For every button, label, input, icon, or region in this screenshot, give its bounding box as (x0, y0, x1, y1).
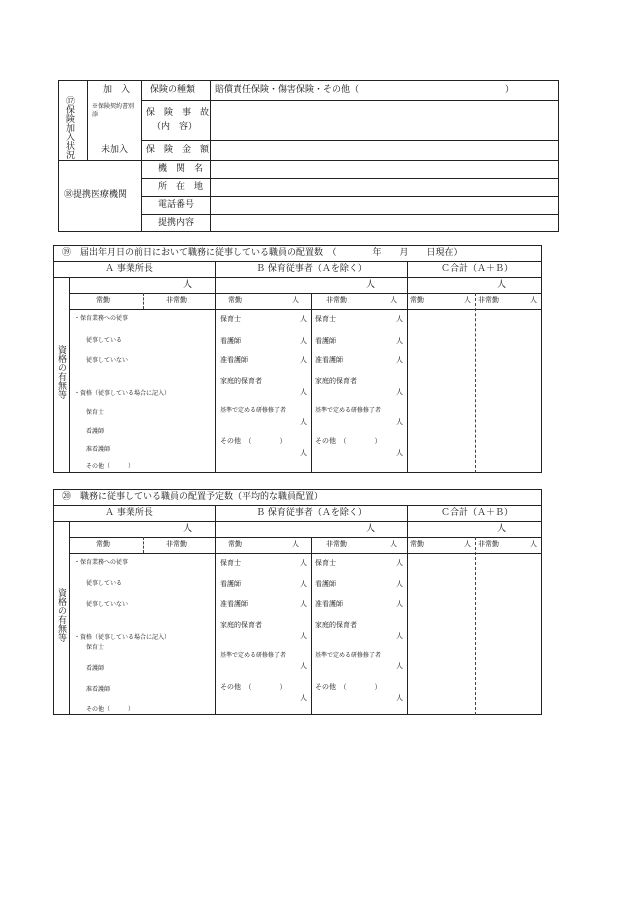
b2-item-trained-unit: 人 (396, 418, 403, 426)
b1-item-assistant-nurse: 准看護師 (220, 356, 248, 364)
a-item-assistant-nurse: 准看護師 (86, 686, 111, 693)
insurance-type-value: 賠償責任保険・傷害保険・その他（ (215, 85, 360, 95)
b1-item-trained-unit: 人 (300, 662, 307, 670)
b2-item-nurse-unit: 人 (396, 337, 403, 345)
b2-item-nurse: 看護師 (315, 337, 336, 345)
col-c-header: Ｃ合計（Ａ＋Ｂ） (441, 264, 514, 274)
a-item-nursery-teacher: 保育士 (86, 409, 105, 416)
b2-item-other-unit: 人 (396, 694, 403, 702)
col-a-person-unit: 人 (183, 280, 193, 290)
b2-item-nursery-teacher: 保育士 (315, 315, 336, 323)
insured-note: ※保険契約書別添 (92, 103, 135, 118)
b2-item-family-caregiver: 家庭的保育者 (315, 621, 357, 629)
a-item-other: その他（ ） (86, 463, 135, 470)
a-item-not-engaged: 従事していない (86, 601, 129, 608)
col-a-header: Ａ 事業所長 (105, 264, 153, 274)
b1-item-assistant-nurse-unit: 人 (300, 356, 307, 364)
a-item-nursery-teacher: 保育士 (86, 644, 105, 651)
medical-row-name: 機 関 名 (158, 164, 204, 174)
b1-item-nursery-teacher: 保育士 (220, 559, 241, 567)
not-insured-label: 未加入 (101, 145, 129, 155)
b2-item-other: その他 （ ） (315, 683, 382, 691)
b2-item-nursery-teacher-unit: 人 (396, 559, 403, 567)
b1-item-nurse-unit: 人 (300, 337, 307, 345)
b1-item-family-caregiver: 家庭的保育者 (220, 377, 262, 385)
b1-item-assistant-nurse-unit: 人 (300, 600, 307, 608)
a-fulltime: 常勤 (96, 296, 110, 304)
medical-row-address: 所 在 地 (158, 182, 204, 192)
a-item-assistant-nurse: 准看護師 (86, 446, 111, 453)
a-item-nurse: 看護師 (86, 428, 105, 435)
a-fulltime: 常勤 (96, 540, 110, 548)
b2-item-other-unit: 人 (396, 449, 403, 457)
b2-item-family-caregiver-unit: 人 (396, 388, 403, 396)
b2-person: 人 (390, 296, 397, 304)
b1-item-family-caregiver: 家庭的保育者 (220, 621, 262, 629)
qualification-vertical-label: 資格の有無等 (56, 345, 66, 399)
b2-item-trained: 基準で定める研修修了者 (315, 407, 382, 414)
col-c-header: Ｃ合計（Ａ＋Ｂ） (441, 508, 514, 518)
col-c-person-unit: 人 (497, 524, 507, 534)
b1-item-other: その他 （ ） (220, 437, 287, 445)
c-parttime: 非常勤 (478, 296, 499, 304)
b1-item-trained: 基準で定める研修修了者 (220, 652, 287, 659)
col-b-person-unit: 人 (366, 280, 376, 290)
col-b-person-unit: 人 (366, 524, 376, 534)
c-full-person: 人 (464, 540, 471, 548)
b2-item-trained: 基準で定める研修修了者 (315, 652, 382, 659)
b1-item-nurse-unit: 人 (300, 580, 307, 588)
c-part-person: 人 (530, 296, 537, 304)
a-item-engaged-header: ・保育業務への従事 (74, 315, 129, 322)
b2-item-assistant-nurse-unit: 人 (396, 600, 403, 608)
insurance-type-label: 保険の種類 (150, 85, 196, 95)
a-item-engaged-header: ・保育業務への従事 (74, 559, 129, 566)
b1-item-other-unit: 人 (300, 449, 307, 457)
b2-item-family-caregiver-unit: 人 (396, 632, 403, 640)
b1-fulltime: 常勤 (228, 540, 242, 548)
medical-institution-label: ⑱提携医療機関 (64, 190, 128, 200)
insured-label: 加 入 (103, 85, 131, 95)
b1-item-nursery-teacher-unit: 人 (300, 315, 307, 323)
a-item-not-engaged: 従事していない (86, 357, 129, 364)
insurance-accident-sub: （内 容） (152, 122, 198, 132)
col-a-person-unit: 人 (183, 524, 193, 534)
insurance-amount-label: 保 険 金 額 (146, 145, 210, 155)
c-fulltime: 常勤 (410, 540, 424, 548)
c-part-person: 人 (530, 540, 537, 548)
b2-person: 人 (390, 540, 397, 548)
section-19-title: ⑲ 届出年月日の前日において職務に従事している職員の配置数 （ 年 月 日現在） (62, 248, 463, 258)
b2-item-assistant-nurse: 准看護師 (315, 600, 343, 608)
b1-item-other-unit: 人 (300, 694, 307, 702)
b2-item-nursery-teacher: 保育士 (315, 559, 336, 567)
b2-item-nurse: 看護師 (315, 580, 336, 588)
a-item-engaged: 従事している (86, 580, 123, 587)
b2-item-trained-unit: 人 (396, 662, 403, 670)
insurance-type-close: ） (505, 85, 515, 95)
b1-item-nurse: 看護師 (220, 580, 241, 588)
b1-item-nurse: 看護師 (220, 337, 241, 345)
b2-parttime: 非常勤 (326, 540, 347, 548)
b1-item-family-caregiver-unit: 人 (300, 388, 307, 396)
a-item-engaged: 従事している (86, 337, 123, 344)
medical-row-phone: 電話番号 (158, 200, 195, 210)
col-a-header: Ａ 事業所長 (105, 508, 153, 518)
medical-row-content: 提携内容 (158, 218, 195, 228)
a-item-nurse: 看護師 (86, 665, 105, 672)
section-20-title: ⑳ 職務に従事している職員の配置予定数（平均的な職員配置） (62, 492, 324, 502)
a-parttime: 非常勤 (166, 296, 187, 304)
a-item-other: その他（ ） (86, 706, 135, 713)
b2-item-assistant-nurse-unit: 人 (396, 356, 403, 364)
col-b-header: Ｂ 保育従事者（Ａを除く） (256, 508, 367, 518)
b1-item-assistant-nurse: 准看護師 (220, 600, 248, 608)
b2-item-other: その他 （ ） (315, 437, 382, 445)
col-c-person-unit: 人 (497, 280, 507, 290)
a-parttime: 非常勤 (166, 540, 187, 548)
c-fulltime: 常勤 (410, 296, 424, 304)
b1-item-other: その他 （ ） (220, 683, 287, 691)
b1-person: 人 (292, 540, 299, 548)
col-b-header: Ｂ 保育従事者（Ａを除く） (256, 264, 367, 274)
b1-item-trained: 基準で定める研修修了者 (220, 407, 287, 414)
b2-item-nurse-unit: 人 (396, 580, 403, 588)
b2-item-assistant-nurse: 准看護師 (315, 356, 343, 364)
b1-item-family-caregiver-unit: 人 (300, 632, 307, 640)
c-parttime: 非常勤 (478, 540, 499, 548)
b1-person: 人 (292, 296, 299, 304)
a-item-qualification: ・資格（従事している場合に記入） (74, 634, 171, 641)
c-full-person: 人 (464, 296, 471, 304)
b2-parttime: 非常勤 (326, 296, 347, 304)
b2-item-family-caregiver: 家庭的保育者 (315, 377, 357, 385)
qualification-vertical-label: 資格の有無等 (56, 588, 66, 642)
b1-item-nursery-teacher-unit: 人 (300, 559, 307, 567)
b1-fulltime: 常勤 (228, 296, 242, 304)
a-item-qualification: ・資格（従事している場合に記入） (74, 390, 171, 397)
insurance-section-label: ⑰保険加入状況 (64, 96, 74, 159)
b2-item-nursery-teacher-unit: 人 (396, 315, 403, 323)
b1-item-trained-unit: 人 (300, 418, 307, 426)
b1-item-nursery-teacher: 保育士 (220, 315, 241, 323)
insurance-accident-label: 保 険 事 故 (146, 108, 210, 118)
